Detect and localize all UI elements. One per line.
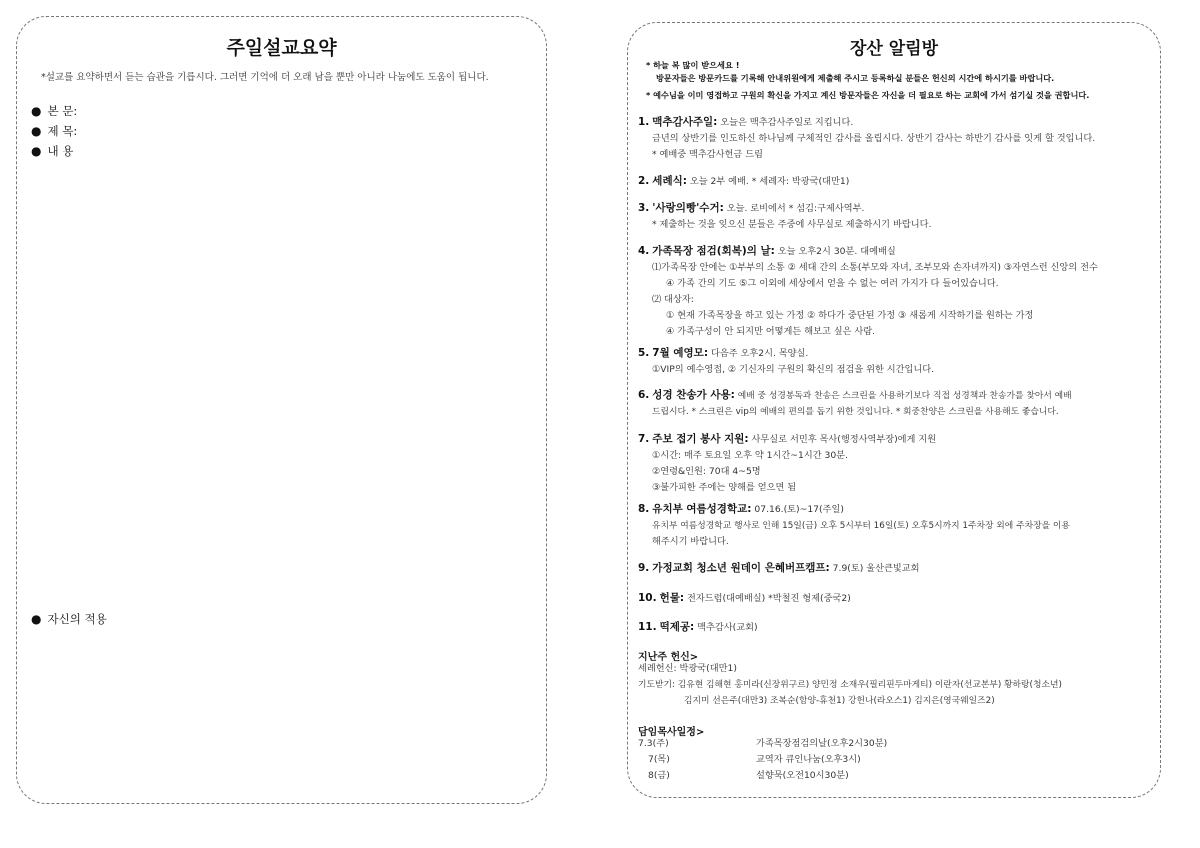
scripture-field bbox=[31, 103, 77, 119]
item-number: 10. bbox=[638, 592, 657, 604]
item-number: 8. bbox=[638, 503, 650, 515]
announcement-4 bbox=[638, 243, 1152, 340]
item-lead: 오늘은 맥추감사주일로 지킵니다. bbox=[720, 117, 854, 128]
announcement-9 bbox=[638, 560, 1152, 577]
item-line: ① 현재 가족목장을 하고 있는 가정 ② 하다가 중단된 가정 ③ 새롭게 시작하기를 원하는 가정 bbox=[666, 310, 1034, 321]
announcement-11 bbox=[638, 619, 1152, 636]
item-line: ④ 가족구성이 안 되지만 어떻게든 해보고 싶은 사람. bbox=[666, 326, 876, 337]
bullet-icon: ● bbox=[31, 144, 42, 158]
bullet-icon: ● bbox=[31, 104, 42, 118]
announcement-7 bbox=[638, 431, 1152, 496]
item-line: 드립시다. * 스크린은 vip의 예배의 편의를 돕기 위한 것입니다. * 회중찬양은 스크린을 사용해도 좋습니다. bbox=[652, 407, 1059, 417]
item-heading: 떡제공: bbox=[659, 621, 695, 633]
item-heading: 헌물: bbox=[659, 592, 685, 604]
item-lead: 맥추감사(교회) bbox=[697, 622, 758, 633]
item-number: 11. bbox=[638, 621, 657, 633]
scripture-label: 본 문: bbox=[47, 104, 78, 118]
schedule-event: 교역자 큐인나눔(오후3시) bbox=[756, 754, 861, 765]
item-number: 5. bbox=[638, 347, 650, 359]
item-heading: 성경 찬송가 사용: bbox=[652, 389, 735, 401]
announcement-2 bbox=[638, 173, 1152, 190]
item-line: 해주시기 바랍니다. bbox=[652, 536, 729, 547]
sermon-summary-title: 주일설교요약 bbox=[226, 37, 337, 59]
last-week-line: 김지미 선은주(대만3) 조복순(함양-휴천1) 강헌나(라오스1) 김지은(영국웨일즈2) bbox=[684, 696, 995, 706]
item-heading: 유치부 여름성경학교: bbox=[652, 503, 752, 515]
schedule-event: 설향묵(오전10시30분) bbox=[756, 770, 849, 781]
schedule-date: 7(목) bbox=[648, 754, 670, 765]
schedule-date: 8(금) bbox=[648, 770, 670, 781]
notice-visitors: 방문자들은 방문카드를 기록해 안내위원에게 제출해 주시고 등록하실 분들은 헌신의 시간에 하시기를 바랍니다. bbox=[656, 73, 1055, 83]
item-lead: 사무실로 서민후 목사(행정사역부장)에게 지원 bbox=[751, 434, 937, 445]
item-heading: 맥추감사주일: bbox=[652, 116, 718, 128]
announcement-1 bbox=[638, 114, 1152, 163]
item-heading: '사랑의빵'수거: bbox=[652, 202, 724, 214]
item-number: 4. bbox=[638, 245, 650, 257]
last-week-title: 지난주 헌신> bbox=[638, 652, 699, 663]
item-line: 금년의 상반기를 인도하신 하나님께 구체적인 감사를 올립시다. 상반기 감사는 하반기 감사를 잇게 할 것입니다. bbox=[652, 133, 1096, 144]
schedule-event: 가족목장점검의날(오후2시30분) bbox=[756, 738, 888, 749]
item-lead: 오늘 2부 예배. * 세례자: 박광국(대만1) bbox=[689, 176, 850, 187]
item-heading: 주보 접기 봉사 지원: bbox=[652, 433, 749, 445]
item-line: ②연령&인원: 70대 4~5명 bbox=[652, 466, 761, 477]
item-heading: 세례식: bbox=[652, 175, 687, 187]
item-number: 3. bbox=[638, 202, 650, 214]
item-heading: 가족목장 점검(회복)의 날: bbox=[652, 245, 775, 257]
sermon-summary-panel bbox=[16, 16, 547, 804]
notice-greeting: * 하늘 복 많이 받으세요 ! bbox=[646, 60, 740, 70]
item-lead: 전자드럼(대예배실) *박철진 형제(중국2) bbox=[687, 593, 851, 604]
item-line: ⑴가족목장 안에는 ①부부의 소통 ② 세대 간의 소통(부모와 자녀, 조부모와 손자녀까지) ③자연스런 신앙의 전수 bbox=[652, 262, 1098, 273]
bullet-icon: ● bbox=[31, 612, 42, 626]
item-lead: 오늘 오후2시 30분. 대예배실 bbox=[777, 246, 896, 257]
item-line: * 예배중 맥추감사헌금 드림 bbox=[652, 149, 763, 160]
last-week-line: 세례헌신: 박광국(대만1) bbox=[638, 663, 737, 674]
item-lead: 오늘. 로비에서 * 섬김:구제사역부. bbox=[726, 203, 865, 214]
announcement-8 bbox=[638, 501, 1152, 550]
item-number: 9. bbox=[638, 562, 650, 574]
item-lead: 다음주 오후2시. 목양실. bbox=[710, 348, 809, 359]
announcement-3 bbox=[638, 200, 1152, 233]
application-field bbox=[31, 611, 107, 627]
bullet-icon: ● bbox=[31, 124, 42, 138]
sermon-summary-note: *설교를 요약하면서 듣는 습관을 기릅시다. 그러면 기억에 더 오래 남을 뿐만 아니라 나눔에도 도움이 됩니다. bbox=[41, 72, 489, 83]
item-line: ⑵ 대상자: bbox=[652, 294, 694, 305]
item-line: 유치부 여름성경학교 행사로 인해 15일(금) 오후 5시부터 16일(토) 오후5시까지 1주차장 외에 주차장을 이용 bbox=[652, 521, 1070, 531]
last-week-line: 기도받기: 김유현 김해현 홍미라(신장위구르) 양민정 소재우(필리핀두마게티) 이란자(선교본부) 황하랑(청소년) bbox=[638, 680, 1062, 690]
item-lead: 07.16.(토)~17(주일) bbox=[754, 504, 844, 515]
announcement-10 bbox=[638, 590, 1152, 607]
item-line: * 제출하는 것을 잊으신 분들은 주중에 사무실로 제출하시기 바랍니다. bbox=[652, 219, 932, 230]
notice-believers: * 예수님을 이미 영접하고 구원의 확신을 가지고 계신 방문자들은 자신을 더 필요로 하는 교회에 가서 섬기실 것을 권합니다. bbox=[646, 90, 1090, 100]
application-label: 자신의 적용 bbox=[47, 612, 107, 626]
item-lead: 7.9(토) 울산큰빛교회 bbox=[832, 563, 920, 574]
item-line: ③불가피한 주에는 양해를 얻으면 됨 bbox=[652, 482, 797, 493]
item-line: ①시간: 매주 토요일 오후 약 1시간~1시간 30분. bbox=[652, 450, 848, 461]
content-label: 내 용 bbox=[47, 144, 74, 158]
announcements-panel bbox=[627, 22, 1161, 798]
item-number: 7. bbox=[638, 433, 650, 445]
item-line: ④ 가족 간의 기도 ⑤그 이외에 세상에서 얻을 수 없는 여러 가지가 다 들어있습니다. bbox=[666, 278, 999, 289]
item-heading: 7월 예영모: bbox=[652, 347, 709, 359]
item-heading: 가정교회 청소년 원데이 은혜버프캠프: bbox=[652, 562, 830, 574]
item-number: 6. bbox=[638, 389, 650, 401]
content-field bbox=[31, 143, 73, 159]
announcements-title: 장산 알림방 bbox=[849, 39, 939, 59]
item-number: 1. bbox=[638, 116, 650, 128]
item-lead: 예배 중 성경봉독과 찬송은 스크린을 사용하기보다 직접 성경책과 찬송가를 찾아서 예배 bbox=[737, 391, 1072, 401]
announcement-6 bbox=[638, 387, 1152, 420]
sermon-title-label: 제 목: bbox=[47, 124, 78, 138]
item-number: 2. bbox=[638, 175, 650, 187]
sermon-title-field bbox=[31, 123, 77, 139]
schedule-date: 7.3(주) bbox=[638, 738, 669, 749]
item-line: ①VIP의 예수영접, ② 기신자의 구원의 확신의 점검을 위한 시간입니다. bbox=[652, 364, 935, 375]
announcement-5 bbox=[638, 345, 1152, 378]
pastor-schedule-title: 담임목사일정> bbox=[638, 727, 705, 738]
